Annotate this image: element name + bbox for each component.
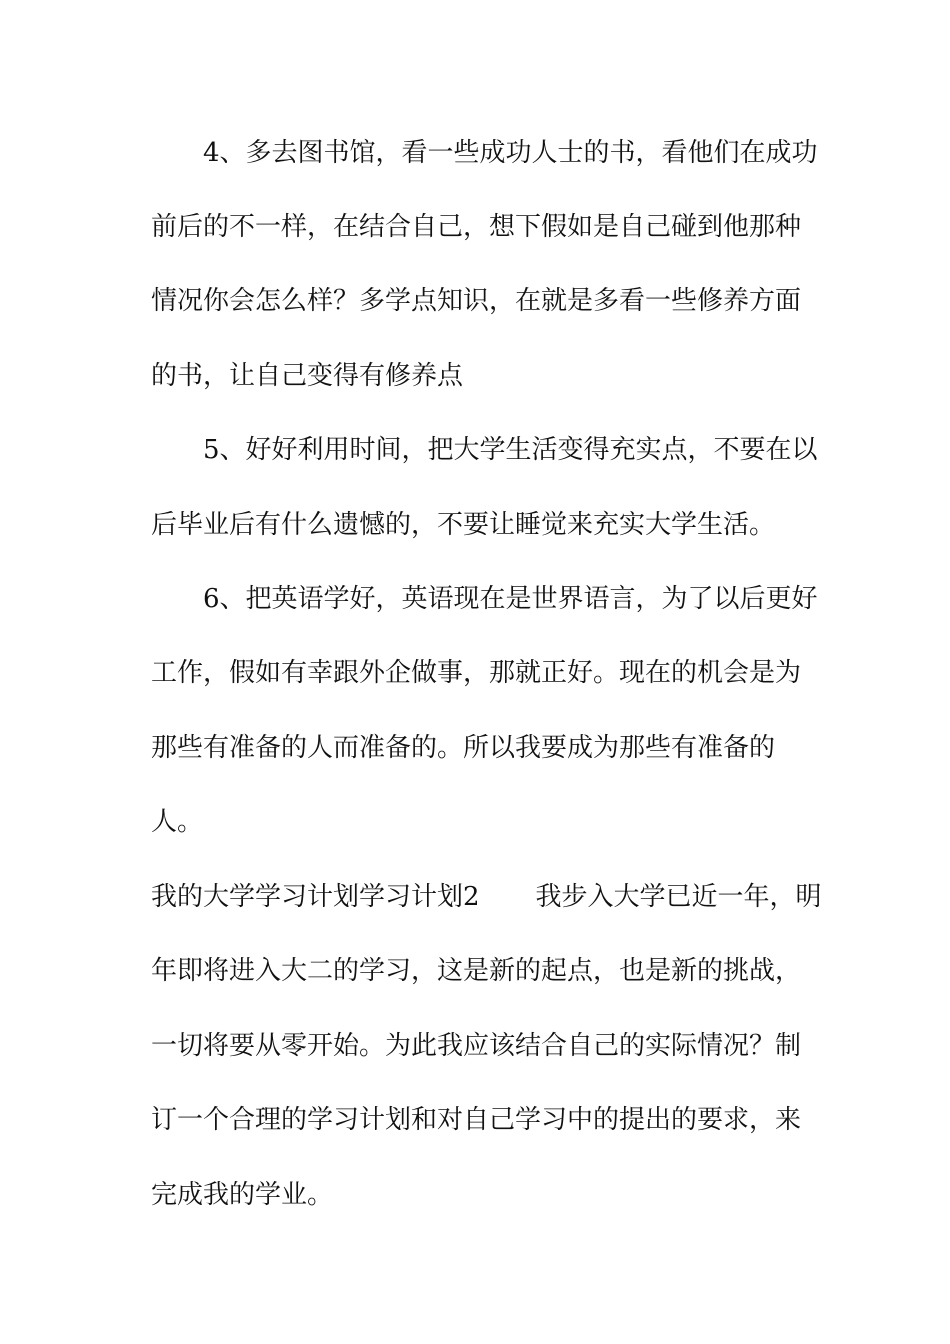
section-heading-line — [151, 882, 822, 912]
paragraph-line: 那些有准备的人而准备的。所以我要成为那些有准备的 — [151, 733, 776, 763]
paragraph-line: 的书，让自己变得有修养点 — [151, 361, 464, 391]
paragraph-line: 工作，假如有幸跟外企做事，那就正好。现在的机会是为 — [151, 658, 802, 688]
paragraph-line: 订一个合理的学习计划和对自己学习中的提出的要求，来 — [151, 1105, 802, 1135]
paragraph-line: 前后的不一样，在结合自己，想下假如是自己碰到他那种 — [151, 212, 802, 242]
paragraph-line: 后毕业后有什么遗憾的，不要让睡觉来充实大学生活。 — [151, 510, 776, 540]
paragraph-line: 5、好好利用时间，把大学生活变得充实点，不要在以 — [203, 435, 818, 465]
section-title: 我的大学学习计划学习计划2 — [151, 882, 480, 912]
paragraph-line: 情况你会怎么样？多学点知识，在就是多看一些修养方面 — [151, 286, 802, 316]
section-first-line: 我步入大学已近一年，明 — [535, 882, 822, 912]
paragraph-line: 6、把英语学好，英语现在是世界语言，为了以后更好 — [203, 584, 818, 614]
paragraph-line: 一切将要从零开始。为此我应该结合自己的实际情况？制 — [151, 1031, 802, 1061]
paragraph-line: 完成我的学业。 — [151, 1180, 334, 1210]
paragraph-line: 4、多去图书馆，看一些成功人士的书，看他们在成功 — [203, 138, 818, 168]
paragraph-line: 人。 — [151, 807, 204, 837]
paragraph-line: 年即将进入大二的学习，这是新的起点，也是新的挑战， — [151, 956, 802, 986]
